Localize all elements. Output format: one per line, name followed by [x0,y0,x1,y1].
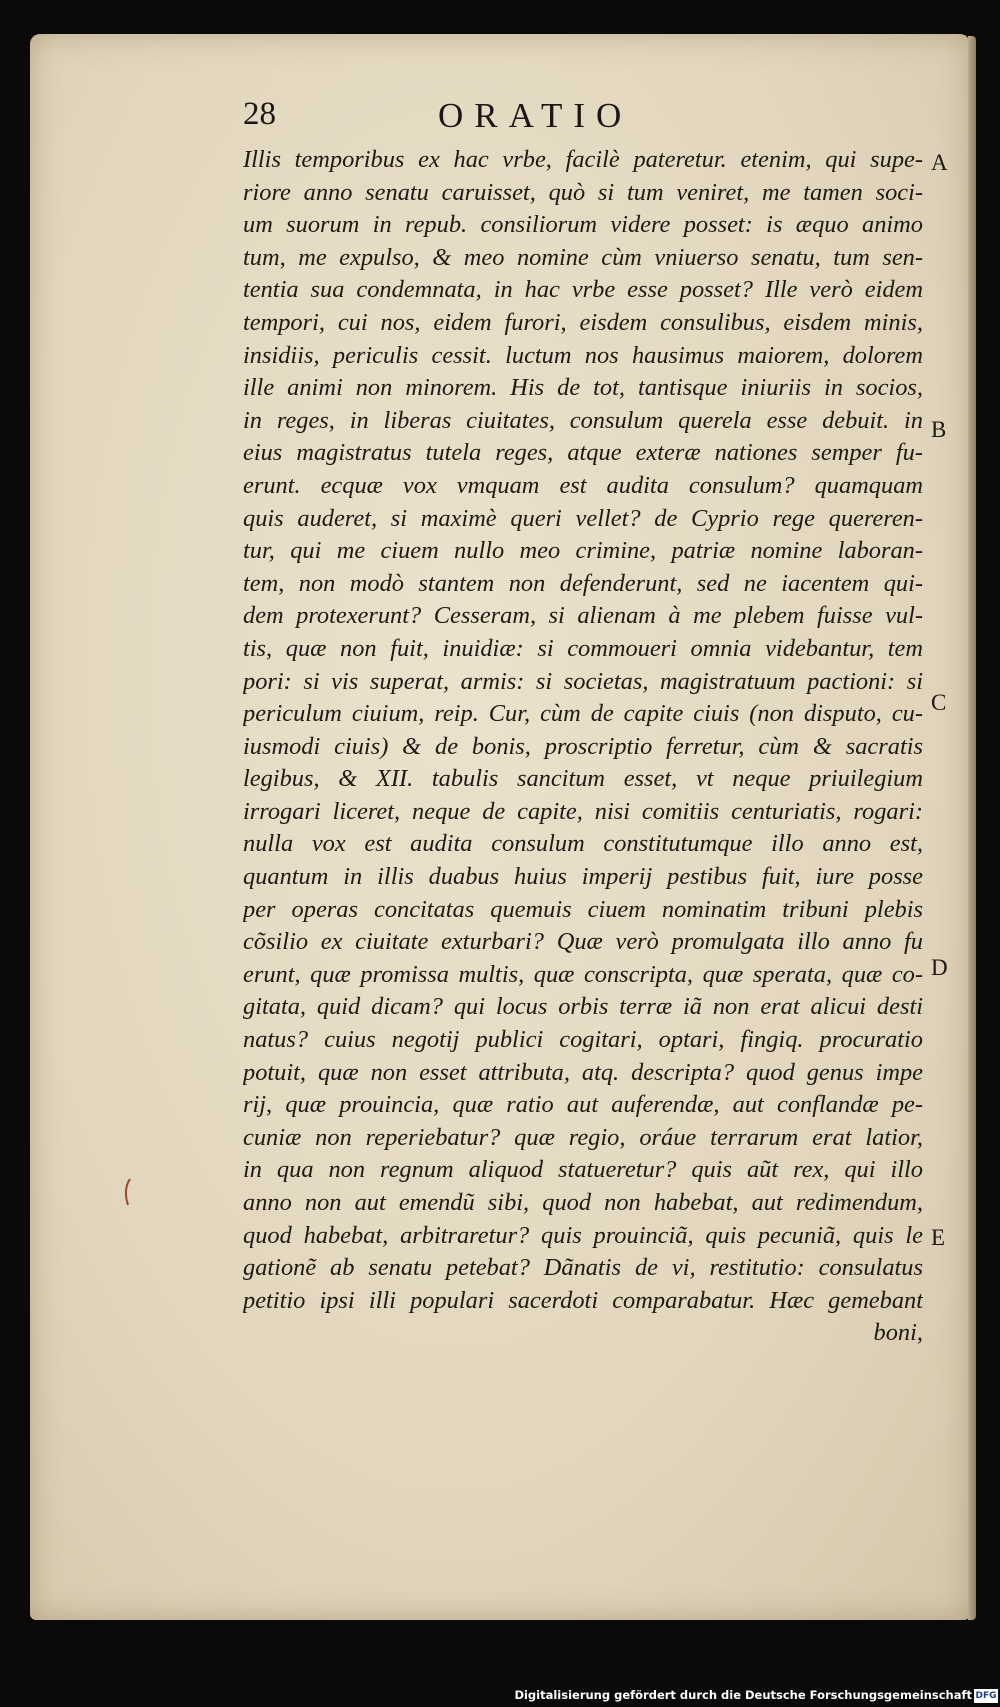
text-line: in qua non regnum aliquod statueretur? quis aũt rex, qui illo [243,1156,923,1184]
text-line: nulla vox est audita consulum constitutumque illo anno est, [243,830,923,858]
text-line: tum, me expulso, & meo nomine cùm vniuerso senatu, tum sen- [243,243,923,271]
text-line: erunt, quæ promissa multis, quæ conscripta, quæ sperata, quæ co- [243,960,923,988]
dfg-logo-icon: DFG [975,1691,997,1701]
page-number: 28 [243,96,276,132]
text-line: cuniæ non reperiebatur? quæ regio, oráue terrarum erat latior, [243,1123,923,1151]
body-text [243,144,923,1350]
text-line: erunt. ecquæ vox vmquam est audita consulum? quamquam [243,471,923,499]
text-line: tempori, cui nos, eidem furori, eisdem consulibus, eisdem minis, [243,308,923,336]
text-line: dem protexerunt? Cesseram, si alienam à me plebem fuisse vul- [243,602,923,630]
text-line: irrogari liceret, neque de capite, nisi comitiis centuriatis, rogari: [243,797,923,825]
text-line: um suorum in repub. consiliorum videre posset: is æquo animo [243,211,923,239]
header-title: ORATIO [438,96,633,135]
text-line: tentia sua condemnata, in hac vrbe esse posset? Ille verò eidem [243,276,923,304]
running-head [0,96,1000,142]
text-line: quantum in illis duabus huius imperij pestibus fuit, iure posse [243,863,923,891]
footer-strip [0,1686,1000,1707]
text-line: per operas concitatas quemuis ciuem nominatim tribuni plebis [243,895,923,923]
text-line: iusmodi ciuis) & de bonis, proscriptio ferretur, cùm & sacratis [243,732,923,760]
text-line: gationẽ ab senatu petebat? Dãnatis de vi, restitutio: consulatus [243,1254,923,1282]
text-line: insidiis, periculis cessit. luctum nos hausimus maiorem, dolorem [243,341,923,369]
catchword: boni, [873,1319,923,1347]
text-line: pori: si vis superat, armis: si societas, magistratuum pactioni: si [243,667,923,695]
text-line: ille animi non minorem. His de tot, tantisque iniuriis in socios, [243,374,923,402]
footer-credit: Digitalisierung gefördert durch die Deutsche Forschungsgemeinschaft [514,1688,972,1702]
text-line: Illis temporibus ex hac vrbe, facilè pateretur. etenim, qui supe- [243,146,923,173]
text-line: petitio ipsi illi populari sacerdoti comparabatur. Hæc gemebant [243,1286,923,1314]
margin-letter-a: A [931,150,948,175]
text-line: cõsilio ex ciuitate exturbari? Quæ verò promulgata illo anno fu [243,928,923,956]
margin-letter-b: B [931,417,947,442]
text-line: in reges, in liberas ciuitates, consulum querela esse debuit. in [243,406,923,434]
margin-letter-e: E [931,1225,946,1250]
text-line: eius magistratus tutela reges, atque exteræ nationes semper fu- [243,439,923,467]
page-edge [968,36,976,1620]
text-line: tem, non modò stantem non defenderunt, sed ne iacentem qui- [243,569,923,597]
text-line: periculum ciuium, reip. Cur, cùm de capite ciuis (non disputo, cu- [243,700,923,728]
text-line: quod habebat, arbitraretur? quis prouinciã, quis pecuniã, quis le [243,1221,923,1249]
text-line: potuit, quæ non esset attributa, atq. descripta? quod genus impe [243,1058,923,1086]
text-line: anno non aut emendũ sibi, quod non habebat, aut redimendum, [243,1189,923,1216]
text-line: tur, qui me ciuem nullo meo crimine, patriæ nomine laboran- [243,537,923,565]
text-line: rij, quæ prouincia, quæ ratio aut auferendæ, aut conflandæ pe- [243,1091,923,1119]
text-line: gitata, quid dicam? qui locus orbis terræ iã non erat alicui desti [243,993,923,1021]
ink-mark [124,1178,132,1206]
text-line: legibus, & XII. tabulis sancitum esset, vt neque priuilegium [243,765,923,793]
text-line: tis, quæ non fuit, inuidiæ: si commoueri omnia videbantur, tem [243,634,923,662]
text-line: riore anno senatu caruisset, quò si tum veniret, me tamen soci- [243,178,923,206]
margin-letter-d: D [931,955,948,980]
text-line: natus? cuius negotij publici cogitari, optari, fingiq. procuratio [243,1026,923,1054]
margin-letter-c: C [931,690,947,715]
text-line: quis auderet, si maximè queri vellet? de Cyprio rege quereren- [243,504,923,532]
